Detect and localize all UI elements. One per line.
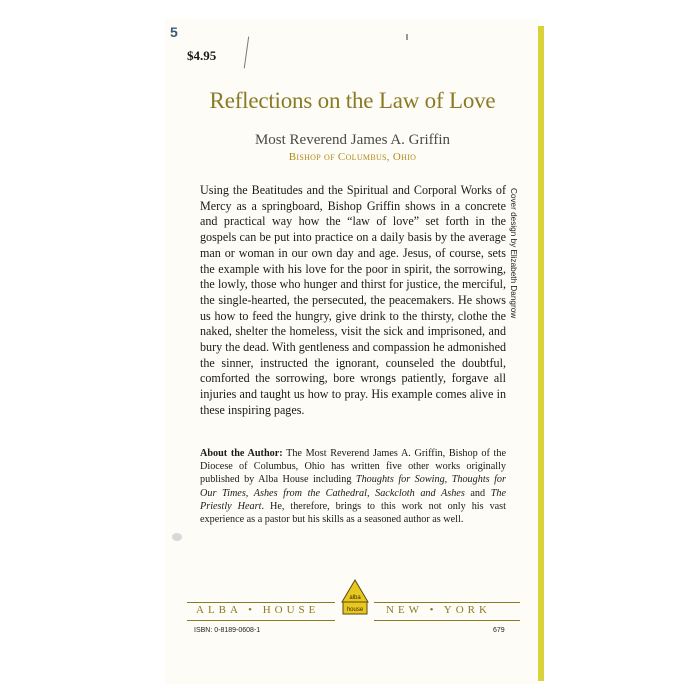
- publisher-rule-right-bottom: [374, 620, 520, 621]
- about-title-last: The Priestly Heart: [200, 487, 506, 512]
- pencil-dot: [406, 34, 408, 40]
- about-the-author: [200, 447, 506, 526]
- price-sticker: $4.95: [187, 48, 217, 63]
- book-title: Reflections on the Law of Love: [209, 88, 496, 113]
- spine-edge: [538, 26, 544, 681]
- catalog-code: 679: [493, 627, 505, 634]
- about-text-2: . He, therefore, brings to this work not only his vast experience as a pastor but his skills as a seasoned author as well.: [200, 500, 506, 526]
- alba-house-logo: [340, 578, 370, 622]
- author-name: Most Reverend James A. Griffin: [254, 132, 451, 148]
- stain-mark: [172, 533, 182, 541]
- publisher-city: NEW • YORK: [386, 604, 491, 616]
- pencil-mark: 5: [170, 24, 178, 40]
- publisher-name: ALBA • HOUSE: [196, 604, 320, 616]
- publisher-rule-right-top: [374, 602, 520, 603]
- isbn: ISBN: 0-8189-0608-1: [194, 627, 261, 634]
- about-and: and: [464, 487, 491, 499]
- publisher-rule-left-top: [187, 602, 335, 603]
- author-position: Bishop of Columbus, Ohio: [288, 151, 417, 163]
- about-text-1: The Most Reverend James A. Griffin, Bishop of the Diocese of Columbus, Ohio has written five other works originally published by Alba House including: [200, 448, 506, 486]
- about-titles: Thoughts for Sowing, Thoughts for Our Times, Ashes from the Cathedral, Sackcloth and Ashes: [200, 474, 506, 499]
- publisher-rule-left-bottom: [187, 620, 335, 621]
- book-description: Using the Beatitudes and the Spiritual and Corporal Works of Mercy as a springboard, Bishop Griffin shows in a concrete and practical way how the “law of love” set forth in the gospels can be put into practice on a daily basis by the average man or woman in our own day and age. Jesus, of course, sets the example with his love for the poor in spirit, the sorrowing, the lowly, those who hunger and thirst for justice, the merciful, the single-hearted, the persecuted, the peacemakers. He shows us how to feed the hungry, give drink to the thirsty, clothe the naked, shelter the homeless, visit the sick and imprisoned, and bury the dead. With gentleness and compassion he admonished the sinner, instructed the ignorant, counseled the doubtful, comforted the sorrowing, bore wrongs patiently, forgave all injuries and taught us how to pray. His example comes alive in these inspiring pages.: [200, 183, 506, 417]
- logo-text-bottom: house: [346, 607, 364, 613]
- cover-design-credit: Cover design by Elizabeth Dangrow: [509, 188, 518, 319]
- logo-text-top: alba: [349, 595, 361, 601]
- about-heading: About the Author:: [200, 448, 283, 459]
